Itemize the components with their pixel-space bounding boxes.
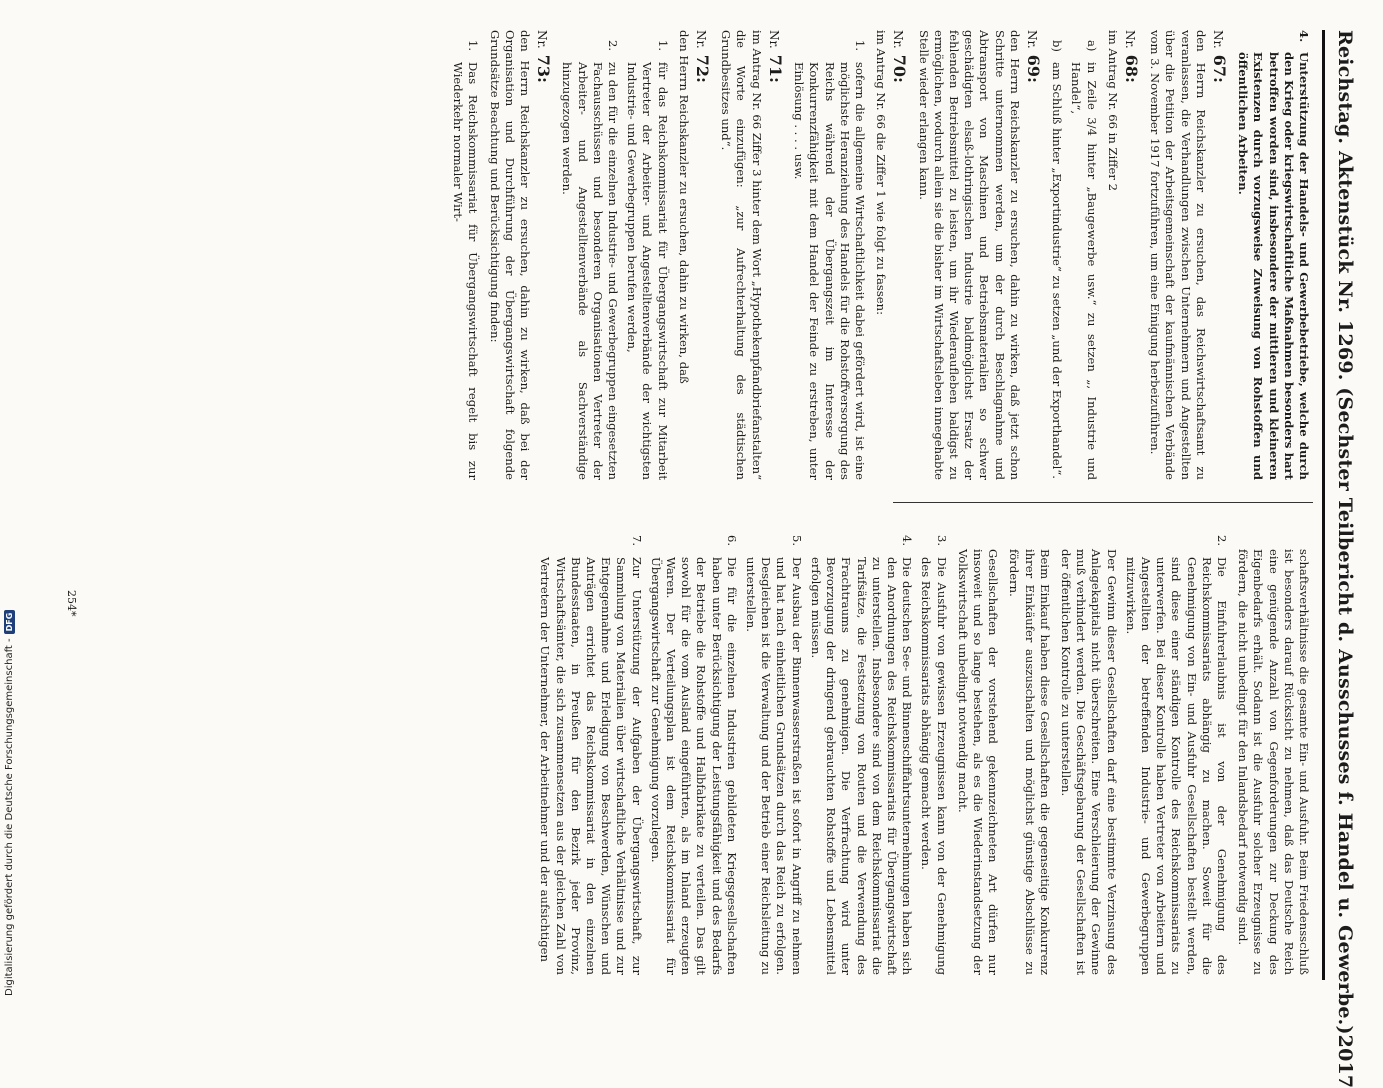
- nr72-intro: den Herrn Reichskanzler zu ersuchen, dahin zu wirken, daß: [676, 30, 691, 384]
- paragraph-gewinn: Der Gewinn dieser Gesellschaften darf eine bestimmte Verzinsung des Anlagekapitals nicht überschreiten. Eine Verschleierung der Gewinne muß verhindert werden. Die Geschäftsgebarung der Gesellschaften ist der öffentlichen Kontrolle zu unterstellen.: [1058, 549, 1119, 975]
- nr73-item-1: [450, 30, 480, 480]
- dfg-logo: DFG: [4, 610, 15, 635]
- nr67-text: den Herrn Reichskanzler zu ersuchen, das Reichswirtschaftsamt zu veranlassen, die Verhandlungen zwischen Unternehmern und Angestellten über die Petition der Arbeitsgemeinschaft der kaufmännischen Verbände vom 3. November 1917 fortzuführen, um eine Einigung herbeizuführen.: [1148, 30, 1208, 480]
- nr73-item-6: [648, 525, 739, 975]
- nr71-heading: [766, 30, 783, 480]
- nr68-label: Nr.: [1122, 30, 1137, 49]
- nr72-item-1: [624, 30, 670, 480]
- nr68-item-a-text: in Zeile 3/4 hinter „Baugewerbe usw.“ zu setzen „, Industrie und Handel“,: [1069, 62, 1099, 480]
- nr73-item-7-number: 7.: [629, 535, 644, 547]
- nr73-item-2-number: 2.: [1214, 535, 1229, 547]
- nr68-item-b-label: b): [1050, 40, 1065, 52]
- nr71-label: Nr.: [766, 30, 781, 49]
- point-4-number: 4.: [1297, 30, 1311, 43]
- paragraph-gesellschaften: Gesellschaften der vorstehend gekennzeichneten Art dürfen nur insoweit und so lange bestehen, als es die Wiederinstandsetzung der Volkswirtschaft unbedingt notwendig macht.: [955, 549, 1001, 975]
- credit-text: Digitalisierung gefördert durch die Deutsche Forschungsgemeinschaft -: [3, 638, 15, 996]
- nr73-item-7: [537, 525, 643, 975]
- nr68-item-a-label: a): [1084, 40, 1099, 52]
- nr73-item-5-text: Der Ausbau der Binnenwasserstraßen ist sofort in Angriff zu nehmen und hat nach einheitlichen Grundsätzen durch das Reich zu erfolgen. Desgleichen ist die Verwaltung und der Betrieb einer Reichsleitung zu unterstellen.: [744, 557, 804, 975]
- nr68-item-a: [1068, 30, 1098, 480]
- nr70-label: Nr.: [891, 30, 906, 49]
- nr68-heading: [1122, 30, 1139, 480]
- nr72-item-2: [559, 30, 620, 480]
- nr68-intro: im Antrag Nr. 66 in Ziffer 2: [1105, 30, 1120, 191]
- nr73-item-4-text: Die deutschen See- und Binnenschiffahrtsunternehmungen haben sich den Anordnungen des Reichskommissariats für Übergangswirtschaft zu unterstellen. Insbesondere sind von dem Reichskommissariat die Tarifsätze, die Festsetzung von Routen und die Verwendung des Frachtraums zu genehmigen. Die Verfrachtung wird unter Bevorzugung der dringend gebrauchten Rohstoffe und Lebensmittel erfolgen müssen.: [808, 557, 915, 975]
- nr68-number: 68:: [1121, 54, 1141, 83]
- nr73-intro: den Herrn Reichskanzler zu ersuchen, dahin zu wirken, daß bei der Organisation und Durchführung der Übergangswirtschaft folgende Grundsätze Beachtung und Berücksichtigung finden:: [487, 30, 533, 480]
- nr73-item-3: [918, 525, 948, 975]
- nr69-label: Nr.: [1024, 30, 1039, 49]
- nr70-number: 70:: [890, 54, 910, 83]
- nr72-heading: [693, 30, 713, 480]
- nr71-number: 71:: [765, 54, 785, 83]
- nr67-heading: [1210, 30, 1227, 480]
- paragraph-einkauf: Beim Einkauf haben diese Gesellschaften die gegenseitige Konkurrenz ihrer Einkäufer auszuschalten und möglichst günstige Abschlüsse zu fördern.: [1007, 549, 1052, 975]
- nr73-item-1-continued: schaftsverhältnisse die gesamte Ein- und Ausfuhr. Beim Friedensschluß ist besonders darauf Rücksicht zu nehmen, daß das Deutsche Reich eine genügende Anzahl von Gegenforderungen zur Deckung des Eigenbedarfs erhält. Sodann ist die Ausfuhr solcher Erzeugnisse zu fördern, die nicht unbedingt für den Inlandsbedarf notwendig sind.: [1236, 549, 1311, 975]
- nr73-item-5-number: 5.: [789, 535, 804, 547]
- nr72-item-1-text: für das Reichskommissariat für Übergangswirtschaft zur Mitarbeit Vertreter der Arbeiter- und Angestelltenverbände der wichtigsten Industrie- und Gewerbegruppen berufen werden,: [625, 62, 670, 480]
- nr70-heading: [890, 30, 910, 480]
- nr73-item-3-number: 3.: [934, 535, 949, 547]
- nr73-item-2: [1123, 525, 1229, 975]
- nr69-number: 69:: [1023, 54, 1043, 83]
- nr69-text: den Herrn Reichskanzler zu ersuchen, dahin zu wirken, daß jetzt schon Schritte unternommen werden, um der durch Beschlagnahme und Abtransport von Maschinen und Betriebsmaterialien so schwer geschädigten elsaß-lothringischen Industrie baldmöglichst Ersatz der fehlenden Betriebsmittel zu leisten, um ihr Wiederaufleben baldigst zu ermöglichen, wodurch allein sie die bisher im Wirtschaftsleben innegehabte Stelle wieder erlangen kann.: [916, 30, 1022, 480]
- point-4: [1235, 30, 1311, 480]
- left-column: [11, 30, 1311, 480]
- nr67-number: 67:: [1209, 54, 1229, 83]
- nr71-text: im Antrag Nr. 66 Ziffer 3 hinter dem Wort „Hypothekenpfandbriefanstalten“ die Worte einzufügen: „zur Aufrechterhaltung des städtischen Grundbesitzes und“.: [719, 30, 764, 480]
- header-title: Reichstag. Aktenstück Nr. 1269. (Sechster Teilbericht d. Ausschusses f. Handel u. Gewerbe.): [1334, 30, 1356, 1035]
- nr73-item-7-text: Zur Unterstützung der Aufgaben der Übergangswirtschaft, zur Sammlung von Materialien über wirtschaftliche Verhältnisse und zur Entgegennahme und Erledigung von Beschwerden, Wünschen und Anträgen errichtet das Reichskommissariat in den einzelnen Bundesstaaten, in Preußen für den Bezirk jeder Provinz, Wirtschaftsämter, die sich zusammensetzen aus der gleichen Zahl von Vertretern der Unternehmer, der Arbeitnehmer und der aufsichtigen: [538, 557, 644, 975]
- digitization-credit: [2, 606, 16, 996]
- nr67-label: Nr.: [1210, 30, 1225, 49]
- nr72-label: Nr.: [694, 30, 709, 49]
- column-divider: [893, 502, 1313, 503]
- nr73-item-5: [743, 525, 804, 975]
- bottom-page-number: 254*: [65, 590, 78, 617]
- nr72-item-1-number: 1.: [655, 40, 670, 52]
- nr68-item-b: [1049, 30, 1064, 480]
- nr70-item-1: [791, 30, 867, 480]
- nr69-heading: [1024, 30, 1041, 480]
- nr73-label: Nr.: [535, 30, 550, 49]
- nr73-item-6-number: 6.: [724, 535, 739, 547]
- nr73-item-6-text: Die für die einzelnen Industrien gebildeten Kriegsgesellschaften haben unter Berücksichtigung der Leistungsfähigkeit und des Bedarfs der Betriebe die Rohstoffe und Halbfabrikate zu verteilen. Das gilt sowohl für die vom Ausland eingeführten, als im Inland erzeugten Waren. Der Verteilungsplan ist dem Reichskommissariat für Übergangswirtschaft zur Genehmigung vorzulegen.: [648, 557, 739, 975]
- nr72-number: 72:: [693, 54, 713, 83]
- nr73-item-1-number: 1.: [466, 40, 481, 52]
- nr73-item-2-text: Die Einfuhrerlaubnis ist von der Genehmigung des Reichskommissariats abhängig zu machen. Soweit für die Genehmigung von Ein- und Ausfuhr Gesellschaften bestellt werden, sind diese einer ständigen Kontrolle des Reichskommissariats zu unterwerfen. Bei dieser Kontrolle haben Vertreter von Arbeitern und Angestellten der betreffenden Industrie- und Gewerbegruppen mitzuwirken.: [1123, 557, 1229, 975]
- right-column: [11, 525, 1311, 975]
- point-4-text: Unterstützung der Handels- und Gewerbebetriebe, welche durch den Krieg oder kriegswirtschaftliche Maßnahmen besonders hart betroffen worden sind, insbesondere der mittleren und kleineren Existenzen durch vorzugsweise Zuweisung von Rohstoffen und öffentlichen Arbeiten.: [1236, 52, 1311, 480]
- nr72-item-2-number: 2.: [606, 40, 621, 52]
- nr73-item-4-number: 4.: [900, 535, 915, 547]
- nr73-item-1-text: Das Reichskommissariat für Übergangswirtschaft regelt bis zur Wiederkehr normaler Wirt-: [451, 62, 481, 480]
- page-header: [1322, 30, 1365, 1088]
- nr73-item-3-text: Die Ausfuhr von gewissen Erzeugnissen kann von der Genehmigung des Reichskommissariats abhängig gemacht werden.: [919, 557, 949, 975]
- nr68-item-b-text: am Schluß hinter „Exportindustrie“ zu setzen „und der Exporthandel“.: [1050, 62, 1065, 479]
- nr70-intro: im Antrag Nr. 66 die Ziffer 1 wie folgt zu fassen:: [874, 30, 889, 316]
- nr73-heading: [534, 30, 554, 480]
- header-page-number: 2017: [1334, 1034, 1356, 1088]
- nr73-number: 73:: [534, 54, 554, 83]
- nr73-item-4: [808, 525, 914, 975]
- nr72-item-2-text: zu den für die einzelnen Industrie- und Gewerbegruppen eingesetzten Fachausschüssen und besonderen Organisationen Vertreter der Arbeiter- und Angestelltenverbände als Sachverständige hinzugezogen werden.: [560, 62, 621, 480]
- nr70-item-1-text: sofern die allgemeine Wirtschaftlichkeit dabei gefördert wird, ist eine möglichste Heranziehung des Handels für die Rohstoffversorgung des Reichs während der Übergangszeit im Interesse der Konkurrenzfähigkeit mit dem Handel der Feinde zu erstreben, unter Einlösung . . . . usw.: [792, 62, 867, 480]
- nr70-item-1-number: 1.: [852, 40, 867, 52]
